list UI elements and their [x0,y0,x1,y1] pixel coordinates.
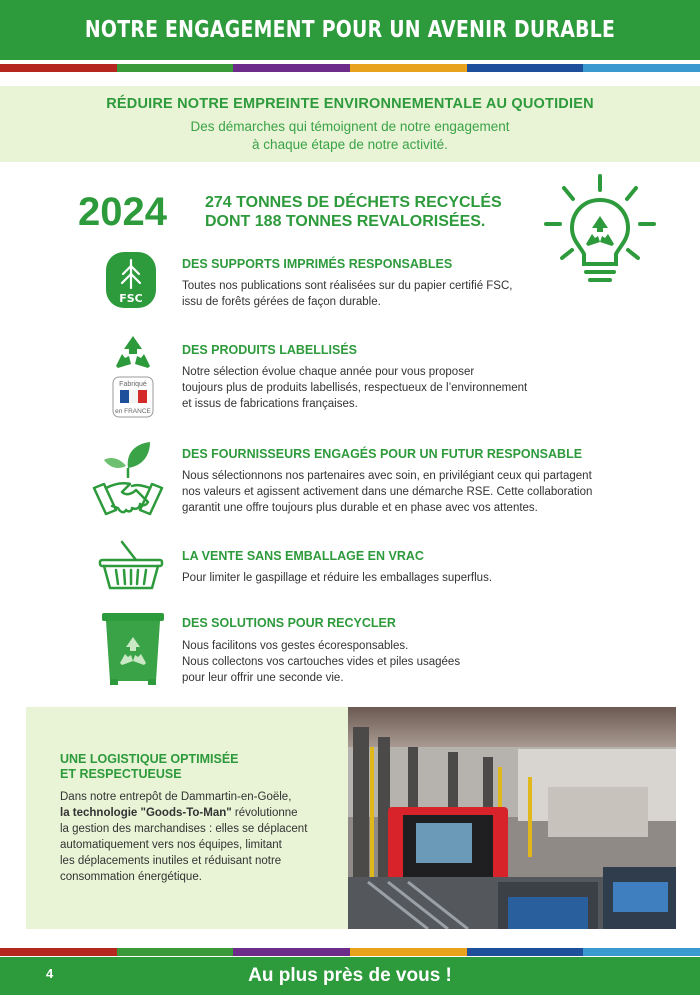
banner-title: RÉDUIRE NOTRE EMPREINTE ENVIRONNEMENTALE AU QUOTIDIEN [106,96,594,112]
stat-line: DONT 188 TONNES REVALORISÉES. [205,213,486,230]
section-text-line: toujours plus de produits labellisés, respectueux de l’environnement [182,382,528,394]
footer-tagline: Au plus près de vous ! [248,965,452,986]
recycle-icon [112,334,154,372]
logistics-highlight: la technologie "Goods-To-Man" [60,807,232,819]
section-text [182,570,492,586]
section-text [182,278,512,310]
section-title: DES PRODUITS LABELLISÉS [182,343,358,357]
lightbulb-recycle-icon [540,172,660,292]
stripe-segment [233,948,350,956]
section-text-line: nos valeurs et agissent activement dans une démarche RSE. Cette collaboration [182,486,593,498]
stripe-segment [117,948,234,956]
recycling-bin-icon [102,613,164,687]
banner-subtitle-line: Des démarches qui témoignent de notre engagement [190,119,510,134]
logistics-title-line: UNE LOGISTIQUE OPTIMISÉE [60,752,239,766]
section-title: DES FOURNISSEURS ENGAGÉS POUR UN FUTUR RESPONSABLE [182,447,583,461]
section-text [182,638,460,686]
logistics-title-line: ET RESPECTUEUSE [60,767,182,781]
handshake-leaf-icon [92,438,164,518]
made-in-france-label-icon [112,376,154,418]
banner-subtitle [0,118,700,154]
section-text-line: Toutes nos publications sont réalisées sur du papier certifié FSC, [182,280,513,292]
logistics-text [60,789,330,885]
stat-year: 2024 [78,190,167,234]
logistics-text-line: Dans notre entrepôt de Dammartin-en-Goële, [60,791,292,803]
stripe-segment [467,948,584,956]
logistics-text-line [60,805,330,821]
fsc-logo-label: FSC [119,292,143,305]
stripe-segment [0,64,117,72]
stripe-segment [117,64,234,72]
section-text-line: Pour limiter le gaspillage et réduire les emballages superflus. [182,572,493,584]
stripe-segment [350,64,467,72]
stripe-segment [350,948,467,956]
logistics-title [60,752,239,782]
section-text [182,364,527,412]
fsc-logo-icon [106,252,156,308]
section-text-line: Nous sélectionnons nos partenaires avec soin, en privilégiant ceux qui partagent [182,470,592,482]
stripe-segment [583,64,700,72]
section-text [182,468,592,516]
logistics-text-line: la gestion des marchandises : elles se déplacent [60,823,308,835]
stripe-segment [583,948,700,956]
banner-subtitle-line: à chaque étape de notre activité. [252,137,448,152]
page-title: NOTRE ENGAGEMENT POUR UN AVENIR DURABLE [84,17,616,43]
basket-icon [98,540,164,592]
page-number: 4 [46,966,54,981]
stat-text [205,193,502,231]
color-stripe-top [0,64,700,72]
warehouse-photo [348,707,676,929]
section-text-line: Nous facilitons vos gestes écoresponsables. [182,640,409,652]
section-text-line: pour leur offrir une seconde vie. [182,672,344,684]
stripe-segment [233,64,350,72]
section-text-line: Nous collectons vos cartouches vides et piles usagées [182,656,461,668]
logistics-text-rest: révolutionne [231,807,298,819]
logistics-text-line: automatiquement vers nos équipes, limitant [60,839,282,851]
stripe-segment [0,948,117,956]
section-text-line: garantit une offre toujours plus durable et en phase avec vos attentes. [182,502,538,514]
section-title: DES SUPPORTS IMPRIMÉS RESPONSABLES [182,257,453,271]
stripe-segment [467,64,584,72]
color-stripe-bottom [0,948,700,956]
section-text-line: issu de forêts gérées de façon durable. [182,296,381,308]
section-text-line: et issus de fabrications françaises. [182,398,358,410]
logistics-text-line: les déplacements inutiles et réduisant notre [60,855,282,867]
stat-line: 274 TONNES DE DÉCHETS RECYCLÉS [205,194,502,211]
logistics-text-line: consommation énergétique. [60,871,202,883]
section-text-line: Notre sélection évolue chaque année pour vous proposer [182,366,475,378]
section-title: LA VENTE SANS EMBALLAGE EN VRAC [182,549,424,563]
made-in-france-top-label: Fabriqué [119,381,147,388]
section-title: DES SOLUTIONS POUR RECYCLER [182,616,396,630]
made-in-france-bottom-label: en FRANCE [115,408,151,415]
